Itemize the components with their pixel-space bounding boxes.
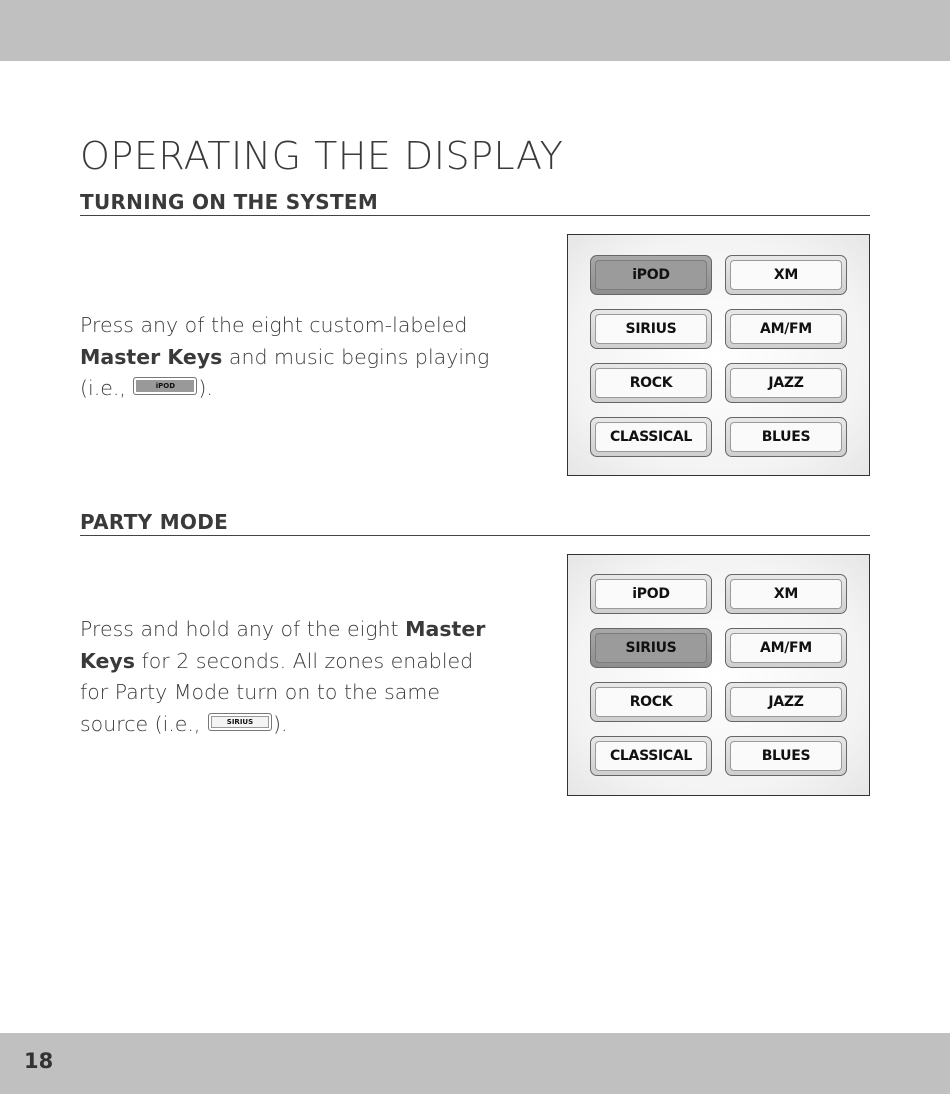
text-after: ). [198, 376, 213, 400]
master-key-rock[interactable] [590, 682, 712, 722]
key-label: BLUES [730, 741, 842, 771]
key-label: ROCK [595, 368, 707, 398]
key-label: SIRIUS [595, 633, 707, 663]
key-label: BLUES [730, 422, 842, 452]
key-label: CLASSICAL [595, 741, 707, 771]
key-label: SIRIUS [595, 314, 707, 344]
key-label: XM [730, 260, 842, 290]
key-label: AM/FM [730, 314, 842, 344]
master-key-ipod[interactable] [590, 574, 712, 614]
key-label: XM [730, 579, 842, 609]
key-label: CLASSICAL [595, 422, 707, 452]
top-band [0, 0, 950, 61]
text-after: ). [272, 711, 288, 736]
example-key-sirius: SIRIUS [208, 713, 272, 731]
master-keys-term: Master Keys [80, 617, 486, 673]
keypad-turning-on [567, 234, 870, 476]
text-middle: and music begins playing (i.e., [80, 344, 490, 400]
key-label: iPOD [595, 260, 707, 290]
section-heading-party-mode: PARTY MODE [80, 510, 870, 536]
master-key-blues[interactable] [725, 417, 847, 457]
key-label: iPOD [595, 579, 707, 609]
master-key-classical[interactable] [590, 417, 712, 457]
text-before: Press and hold any of the eight [80, 617, 406, 641]
master-key-xm[interactable] [725, 255, 847, 295]
master-key-blues[interactable] [725, 736, 847, 776]
key-label: JAZZ [730, 368, 842, 398]
example-key-ipod: iPOD [133, 377, 197, 395]
master-key-am-fm[interactable] [725, 309, 847, 349]
text-before: Press any of the eight custom-labeled [80, 313, 468, 337]
master-key-sirius[interactable] [590, 309, 712, 349]
master-key-jazz[interactable] [725, 363, 847, 403]
text-middle: for 2 seconds. All zones enabled for Party Mode turn on to the same source (i.e., [80, 648, 474, 736]
master-keys-term: Master Keys [80, 344, 223, 369]
key-label: JAZZ [730, 687, 842, 717]
bottom-band [0, 1033, 950, 1094]
master-key-sirius[interactable] [590, 628, 712, 668]
key-label: AM/FM [730, 633, 842, 663]
master-key-am-fm[interactable] [725, 628, 847, 668]
page-number: 18 [24, 1049, 54, 1073]
key-label: ROCK [595, 687, 707, 717]
section-heading-turning-on: TURNING ON THE SYSTEM [80, 190, 870, 216]
party-mode-instructions [80, 614, 500, 740]
master-key-xm[interactable] [725, 574, 847, 614]
master-key-rock[interactable] [590, 363, 712, 403]
page-title: OPERATING THE DISPLAY [80, 134, 564, 178]
master-key-jazz[interactable] [725, 682, 847, 722]
keypad-party-mode [567, 554, 870, 796]
turning-on-instructions [80, 310, 500, 405]
master-key-ipod[interactable] [590, 255, 712, 295]
master-key-classical[interactable] [590, 736, 712, 776]
